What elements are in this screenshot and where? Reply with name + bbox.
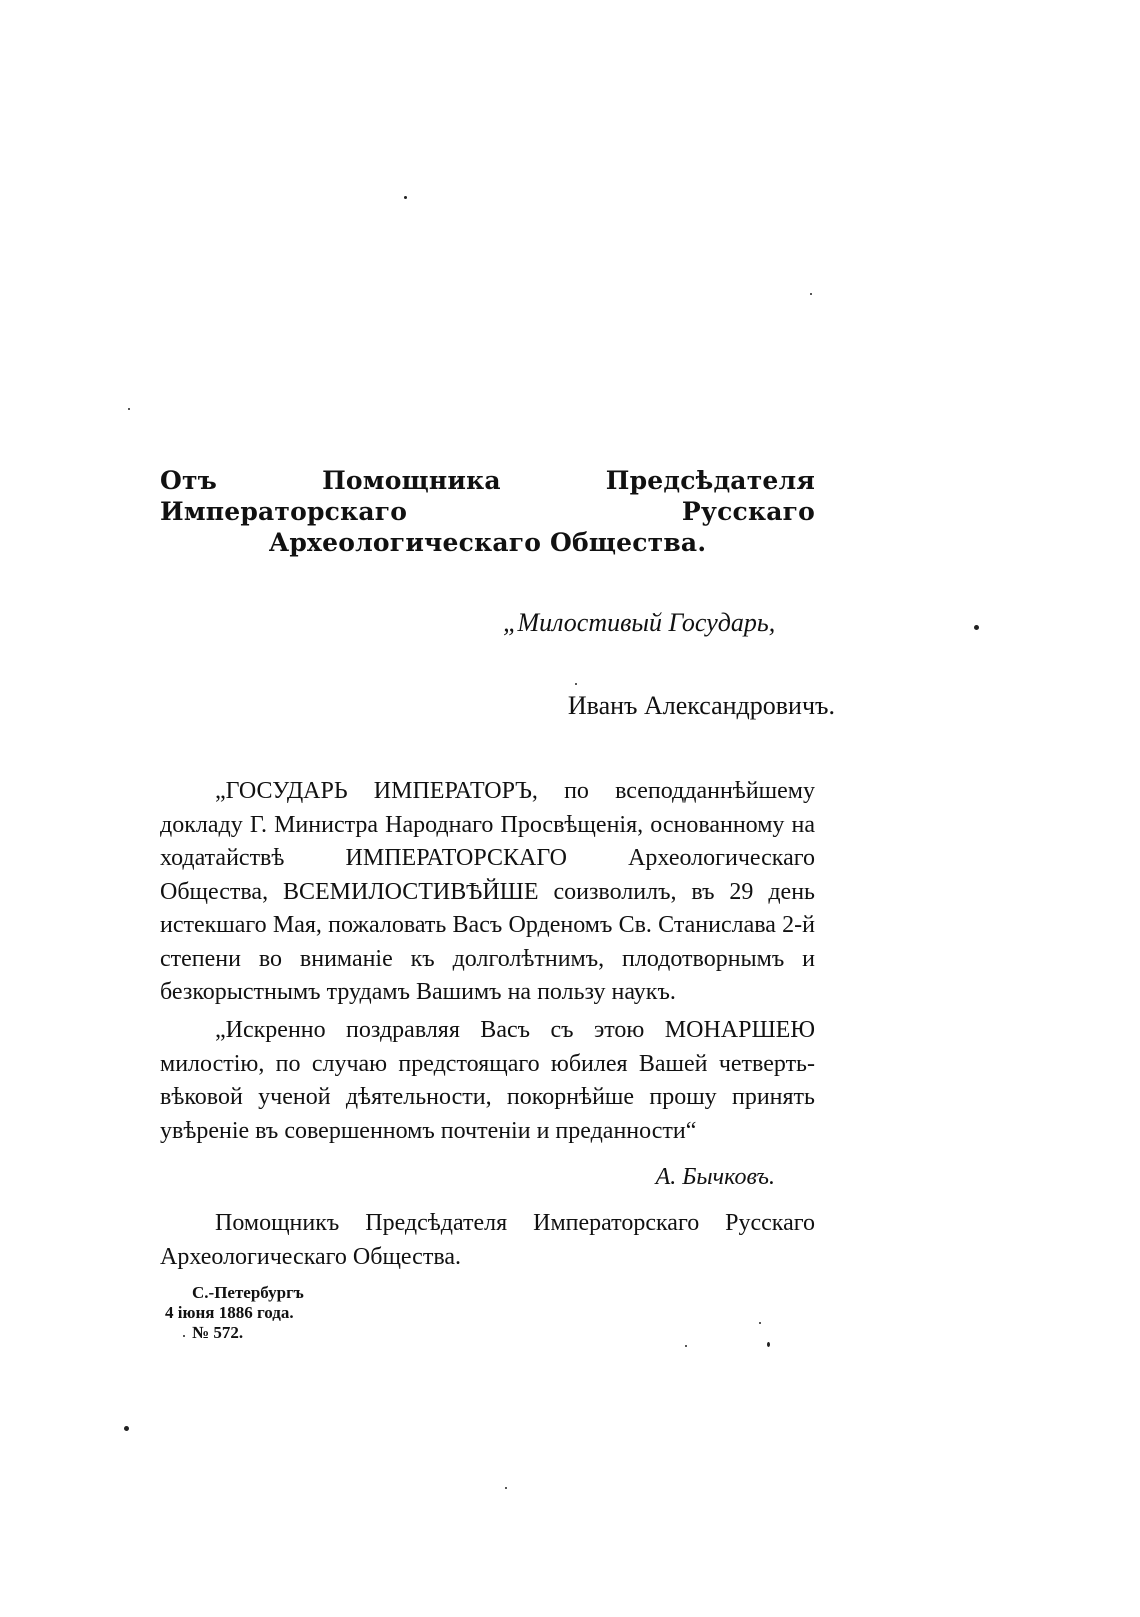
document-number: № 572. — [192, 1323, 244, 1342]
scan-speck — [124, 1426, 129, 1431]
scan-speck — [183, 1335, 185, 1337]
addressee-name: Иванъ Александровичъ. — [567, 691, 835, 720]
scan-speck — [505, 1487, 507, 1489]
place-date: 4 іюня 1886 года. — [165, 1303, 294, 1322]
signature: А. Бычковъ. — [655, 1164, 775, 1190]
salutation: „Милостивый Государь, — [503, 608, 776, 637]
place-date-block — [165, 1283, 335, 1343]
scan-speck — [404, 196, 407, 199]
letter-heading: Отъ Помощника Предсѣдателя Императорскаго Русскаго Археологическаго Общества. — [160, 466, 815, 557]
paragraph-award: „ГОСУДАРЬ ИМПЕРАТОРЪ, по всеподданнѣйшему докладу Г. Министра Народнаго Просвѣщенія, основанному на ходатайствѣ ИМПЕРАТОРСКАГО Археологическаго Общества, ВСЕМИЛОСТИВѢЙШЕ соизволилъ, въ 29 день истекшаго Мая, пожаловать Васъ Орденомъ Св. Станислава 2-й степени во вниманіе къ долголѣтнимъ, плодотворнымъ и безкорыстнымъ трудамъ Вашимъ на пользу наукъ. — [160, 778, 815, 1005]
scan-speck — [767, 1342, 770, 1347]
scan-speck — [759, 1322, 761, 1324]
place-city: С.-Петербургъ — [192, 1283, 304, 1302]
scan-speck — [575, 683, 577, 685]
signer-title: Помощникъ Предсѣдателя Императорскаго Русскаго Археологическаго Общества. — [160, 1210, 815, 1270]
paragraph-congratulation: „Искренно поздравляя Васъ съ этою МОНАРШЕЮ милостію, по случаю предстоящаго юбилея Вашей четверть-вѣковой ученой дѣятельности, покорнѣйше прошу принять увѣреніе въ совершенномъ почтеніи и преданности“ — [160, 1017, 815, 1144]
scan-speck — [128, 408, 130, 410]
scan-speck — [974, 625, 979, 630]
scan-speck — [685, 1345, 687, 1347]
scan-speck — [810, 293, 812, 295]
